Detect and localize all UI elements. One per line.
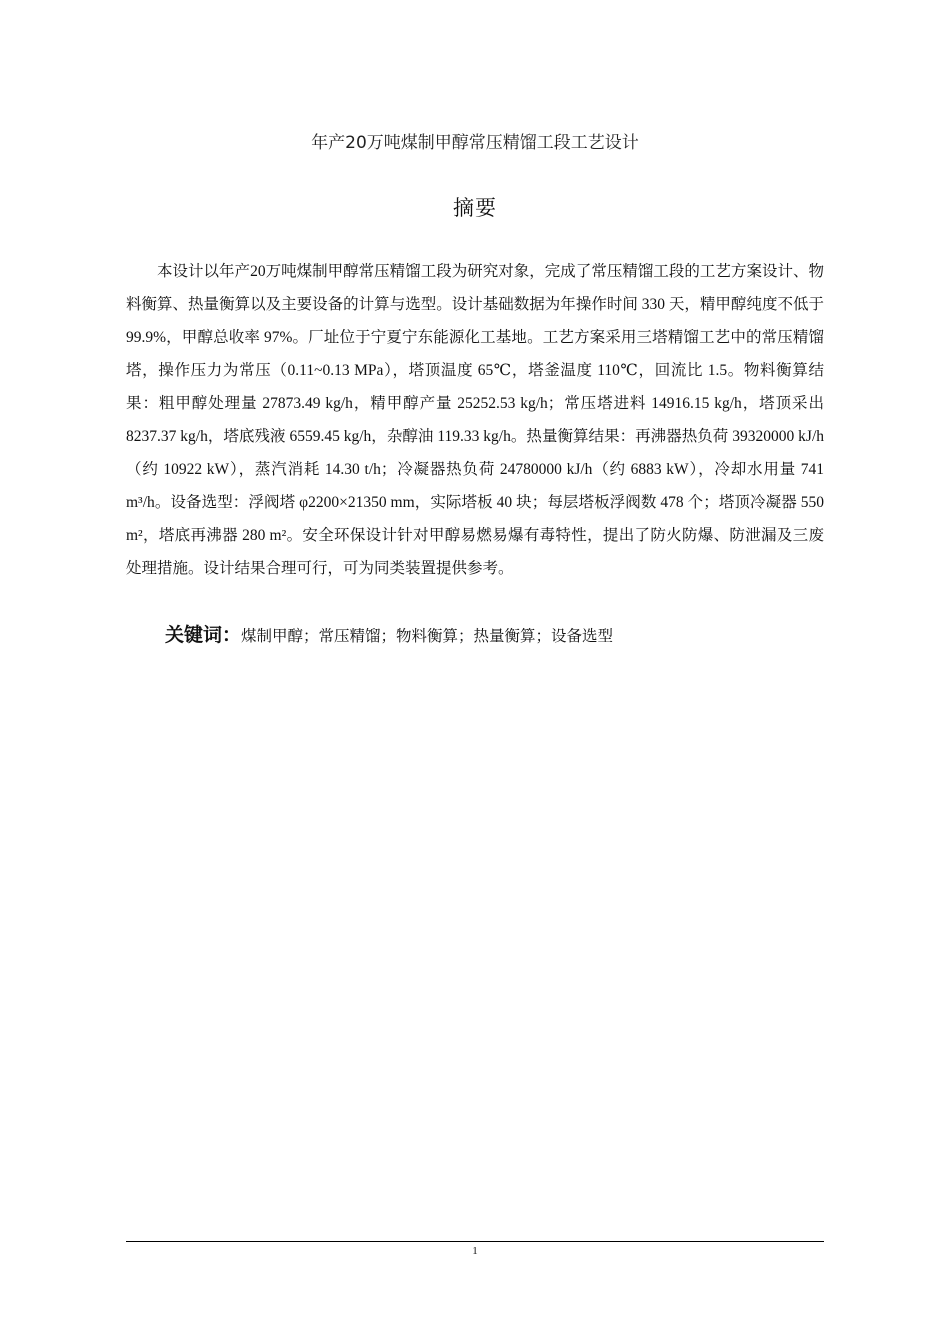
keywords-label: 关键词： — [165, 624, 242, 646]
footer-divider — [126, 1241, 824, 1242]
keywords-line — [165, 620, 825, 647]
document-title: 年产20万吨煤制甲醇常压精馏工段工艺设计 — [311, 133, 639, 153]
page-number: 1 — [472, 1245, 478, 1257]
abstract-heading: 摘要 — [453, 196, 497, 220]
abstract-body: 本设计以年产20万吨煤制甲醇常压精馏工段为研究对象，完成了常压精馏工段的工艺方案设计、物料衡算、热量衡算以及主要设备的计算与选型。设计基础数据为年操作时间 330 天，精甲醇纯度不低于 99.9%，甲醇总收率 97%。厂址位于宁夏宁东能源化工基地。工艺方案采用三塔精馏工艺中的常压精馏塔，操作压力为常压（0.11~0.13 MPa），塔顶温度 65℃，塔釜温度 110℃，回流比 1.5。物料衡算结果：粗甲醇处理量 27873.49 kg/h，精甲醇产量 25252.53 kg/h；常压塔进料 14916.15 kg/h，塔顶采出 8237.37 kg/h，塔底残液 6559.45 kg/h，杂醇油 119.33 kg/h。热量衡算结果：再沸器热负荷 39320000 kJ/h（约 10922 kW），蒸汽消耗 14.30 t/h；冷凝器热负荷 24780000 kJ/h（约 6883 kW），冷却水用量 741 m³/h。设备选型：浮阀塔 φ2200×21350 mm，实际塔板 40 块；每层塔板浮阀数 478 个；塔顶冷凝器 550 m²，塔底再沸器 280 m²。安全环保设计针对甲醇易燃易爆有毒特性，提出了防火防爆、防泄漏及三废处理措施。设计结果合理可行，可为同类装置提供参考。 — [126, 263, 824, 577]
keywords-list: 煤制甲醇；常压精馏；物料衡算；热量衡算；设备选型 — [241, 628, 614, 645]
